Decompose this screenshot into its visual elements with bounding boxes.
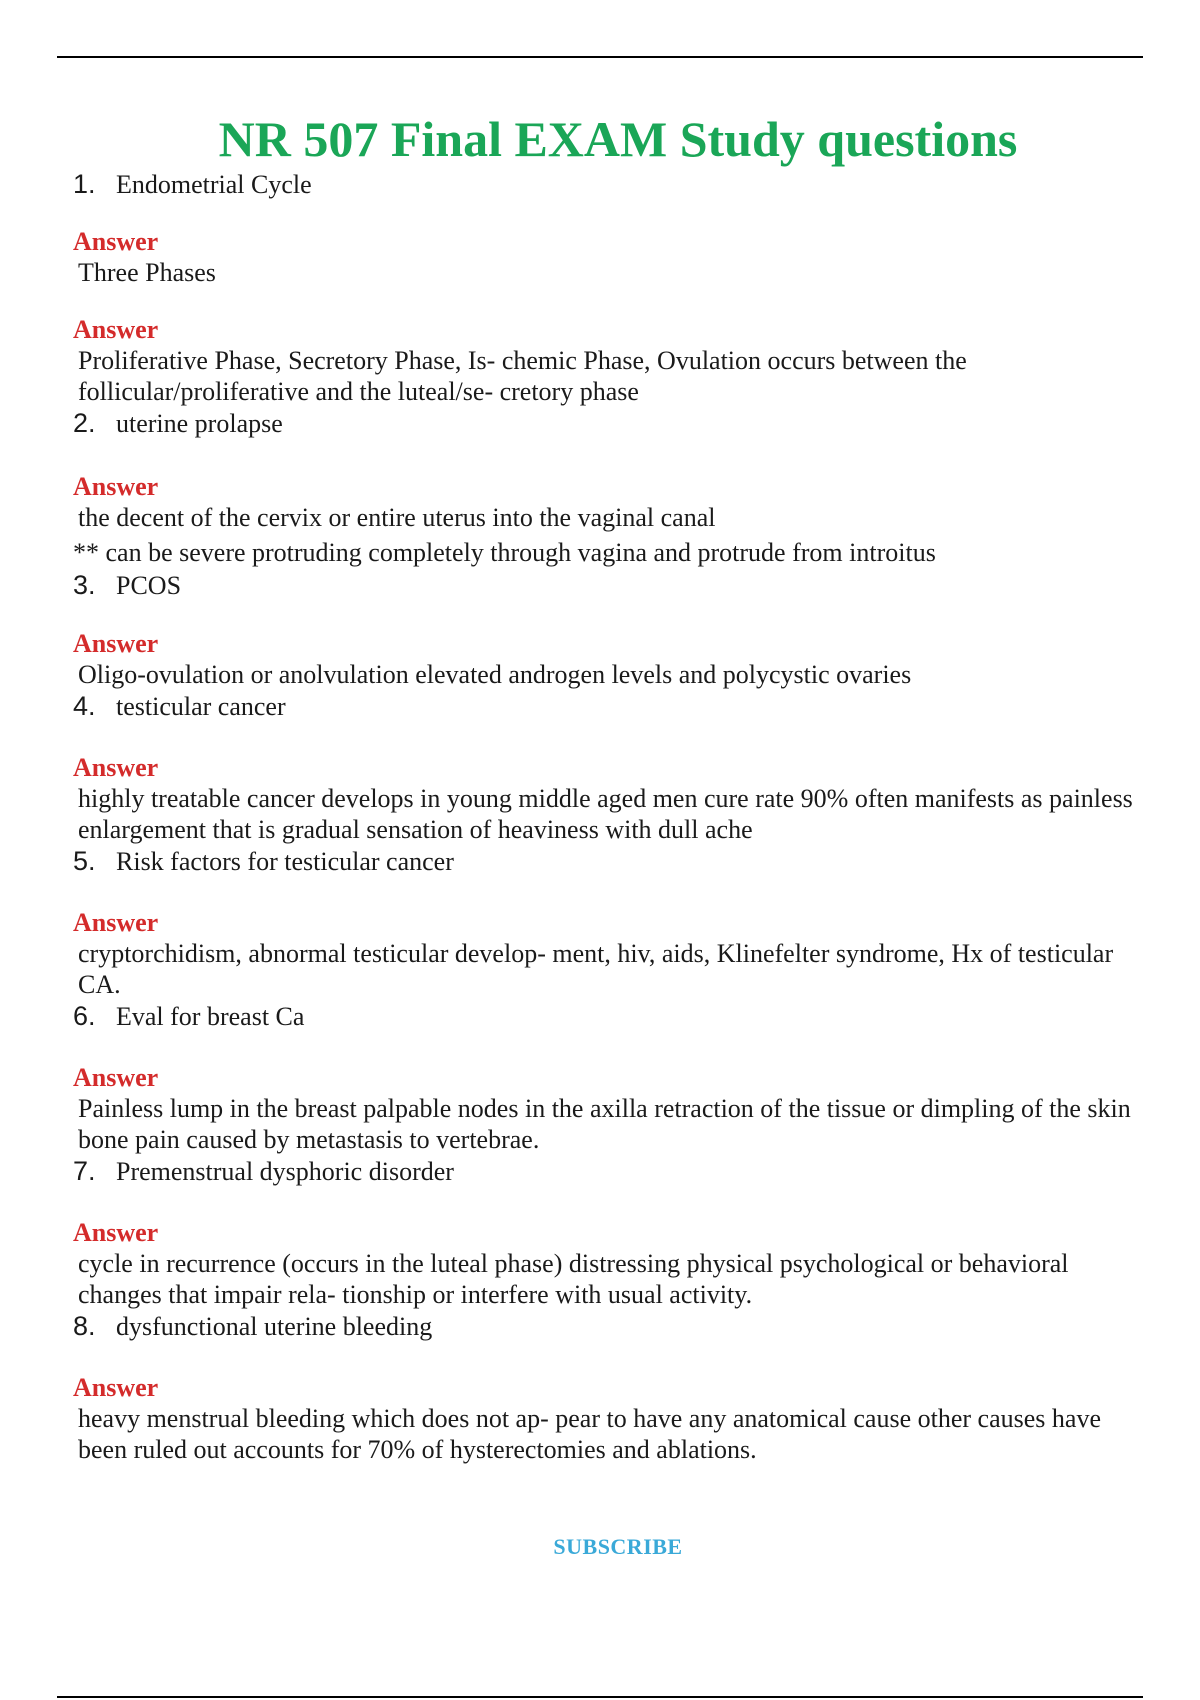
answer-label: Answer <box>73 629 159 658</box>
answer-note: ** can be severe protruding completely through vagina and protrude from introitus <box>73 538 936 567</box>
question-number: 4. <box>73 691 96 721</box>
question-text: testicular cancer <box>116 692 286 721</box>
answer-label: Answer <box>73 1218 159 1247</box>
question-number: 1. <box>73 169 96 199</box>
answer-label: Answer <box>73 908 159 937</box>
answer-text: the decent of the cervix or entire uterus into the vaginal canal <box>78 503 716 532</box>
bottom-rule <box>57 1696 1143 1698</box>
question-number: 7. <box>73 1156 96 1186</box>
answer-text: cycle in recurrence (occurs in the luteal phase) distressing physical psychological or behavioral changes that impair rela- tionship or interfere with usual activity. <box>78 1249 1069 1309</box>
answer-text: cryptorchidism, abnormal testicular develop- ment, hiv, aids, Klinefelter syndrome, Hx of testicular CA. <box>78 939 1114 999</box>
answer-text: Three Phases <box>78 258 216 287</box>
question-6 <box>73 1000 1153 1033</box>
question-text: Premenstrual dysphoric disorder <box>116 1157 454 1186</box>
question-1 <box>73 168 1153 201</box>
question-7 <box>73 1155 1153 1188</box>
subscribe-link[interactable]: SUBSCRIBE <box>553 1534 683 1559</box>
answer-label: Answer <box>73 753 159 782</box>
question-text: PCOS <box>116 571 182 600</box>
question-number: 6. <box>73 1001 96 1031</box>
page-title: NR 507 Final EXAM Study questions <box>218 110 1018 167</box>
question-text: Endometrial Cycle <box>116 170 312 199</box>
answer-text: Proliferative Phase, Secretory Phase, Is- chemic Phase, Ovulation occurs between the follicular/proliferative and the luteal/se- cretory phase <box>78 346 967 406</box>
question-3 <box>73 569 1153 602</box>
answer-text: highly treatable cancer develops in young middle aged men cure rate 90% often manifests as painless enlargement that is gradual sensation of heaviness with dull ache <box>78 784 1133 844</box>
question-text: dysfunctional uterine bleeding <box>116 1312 433 1341</box>
answer-text: heavy menstrual bleeding which does not ap- pear to have any anatomical cause other causes have been ruled out accounts for 70% of hysterectomies and ablations. <box>78 1404 1101 1464</box>
answer-text: Painless lump in the breast palpable nodes in the axilla retraction of the tissue or dimpling of the skin bone pain caused by metastasis to vertebrae. <box>78 1094 1131 1154</box>
top-rule <box>57 56 1143 58</box>
answer-label: Answer <box>73 315 159 344</box>
question-text: Eval for breast Ca <box>116 1002 305 1031</box>
question-text: uterine prolapse <box>116 409 283 438</box>
answer-label: Answer <box>73 1063 159 1092</box>
question-text: Risk factors for testicular cancer <box>116 847 454 876</box>
question-2 <box>73 407 1153 440</box>
answer-label: Answer <box>73 472 159 501</box>
question-number: 5. <box>73 846 96 876</box>
question-list <box>73 168 1153 1465</box>
answer-label: Answer <box>73 1373 159 1402</box>
question-number: 2. <box>73 408 96 438</box>
question-8 <box>73 1310 1153 1343</box>
answer-label: Answer <box>73 227 159 256</box>
question-5 <box>73 845 1153 878</box>
answer-text: Oligo-ovulation or anolvulation elevated androgen levels and polycystic ovaries <box>78 660 912 689</box>
question-4 <box>73 690 1153 723</box>
question-number: 3. <box>73 570 96 600</box>
question-number: 8. <box>73 1311 96 1341</box>
